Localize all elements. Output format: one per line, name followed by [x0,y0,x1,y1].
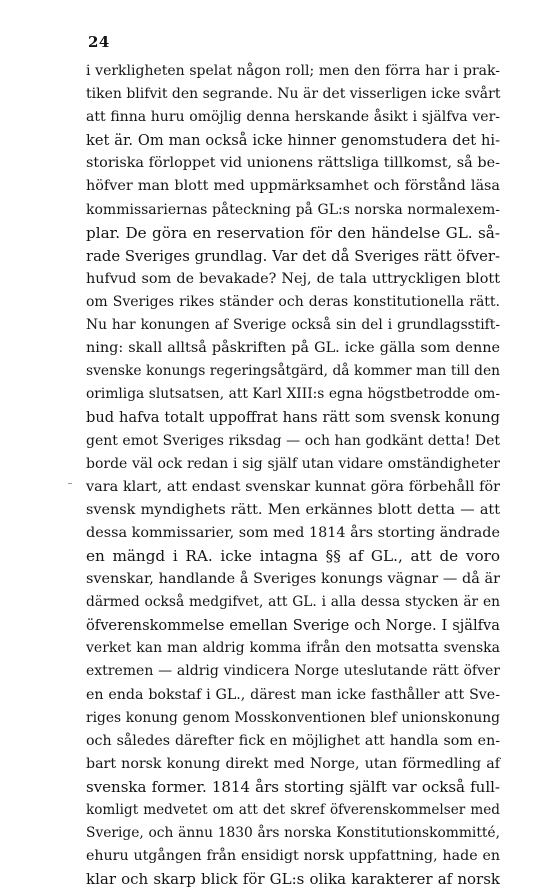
page-number: 24 [88,33,110,51]
text-line: bart norsk konung direkt med Norge, utan förmedling af [86,755,500,772]
text-line: extremen — aldrig vindicera Norge uteslutande rätt öfver [86,663,500,680]
text-line: ning: skall alltså påskriften på GL. icke gälla som denne [86,340,500,357]
text-line: om Sveriges rikes ständer och deras konstitutionella rätt. [86,293,500,310]
text-line: borde väl ock redan i sig själf utan vidare omständigheter [86,455,500,472]
text-line: svenska former. 1814 års storting själft var också full- [86,777,500,796]
margin-mark [68,483,72,484]
text-line: verket kan man aldrig komma ifrån den motsatta svenska [86,640,500,657]
text-line: ehuru utgången från ensidigt norsk uppfattning, hade en [86,848,500,865]
text-line: klar och skarp blick för GL:s olika karakterer af norsk [86,870,500,889]
text-line: orimliga slutsatsen, att Karl XIII:s egna högstbetrodde om- [86,386,500,403]
text-line: rade Sveriges grundlag. Var det då Sveriges rätt öfver- [86,247,500,265]
text-line: storiska förloppet vid unionens rättsliga tillkomst, så be- [86,155,500,172]
text-line: och således därefter fick en möjlighet att handla som en- [86,732,500,749]
text-line: dessa kommissarier, som med 1814 års storting ändrade [86,524,500,541]
text-line: en enda bokstaf i GL., därest man icke fasthåller att Sve- [86,686,500,703]
text-line: ket är. Om man också icke hinner genomstudera det hi- [86,132,500,150]
text-line: därmed också medgifvet, att GL. i alla dessa stycken är en [86,594,500,611]
text-line: svenskar, handlande å Sveriges konungs vägnar — då är [86,571,500,588]
text-line: riges konung genom Mosskonventionen blef unionskonung [86,709,500,726]
text-line: kommissariernas påteckning på GL:s norska normalexem- [86,201,500,218]
text-line: Sverige, och ännu 1830 års norska Konstitutionskommitté, [86,825,500,842]
text-line: bud hafva totalt uppoffrat hans rätt som svensk konung [86,409,500,427]
text-line: hufvud som de bevakade? Nej, de tala uttryckligen blott [86,270,500,287]
text-line: gent emot Sveriges riksdag — och han godkänt detta! Det [86,432,500,449]
text-line: svensk myndighets rätt. Men erkännes blott detta — att [86,501,500,518]
body-text [86,60,500,891]
text-line: plar. De göra en reservation för den händelse GL. så- [86,223,500,242]
text-line: tiken blifvit den segrande. Nu är det visserligen icke svårt [86,86,501,103]
text-line: i verkligheten spelat någon roll; men den förra har i prak- [86,63,500,79]
text-line: Nu har konungen af Sverige också sin del i grundlagsstift- [86,317,500,334]
text-line: öfverenskommelse emellan Sverige och Norge. I själfva [86,617,500,635]
text-line: en mängd i RA. icke intagna §§ af GL., att de voro [86,546,500,565]
text-line: komligt medvetet om att det skref öfverenskommelser med [86,802,500,818]
text-line: att finna huru omöjlig denna herskande åsikt i själfva ver- [86,109,500,126]
text-line: vara klart, att endast svenskar kunnat göra förbehåll för [86,478,500,495]
text-line: höfver man blott med uppmärksamhet och förstånd läsa [86,178,500,195]
text-line: svenske konungs regeringsåtgärd, då kommer man till den [86,363,500,380]
